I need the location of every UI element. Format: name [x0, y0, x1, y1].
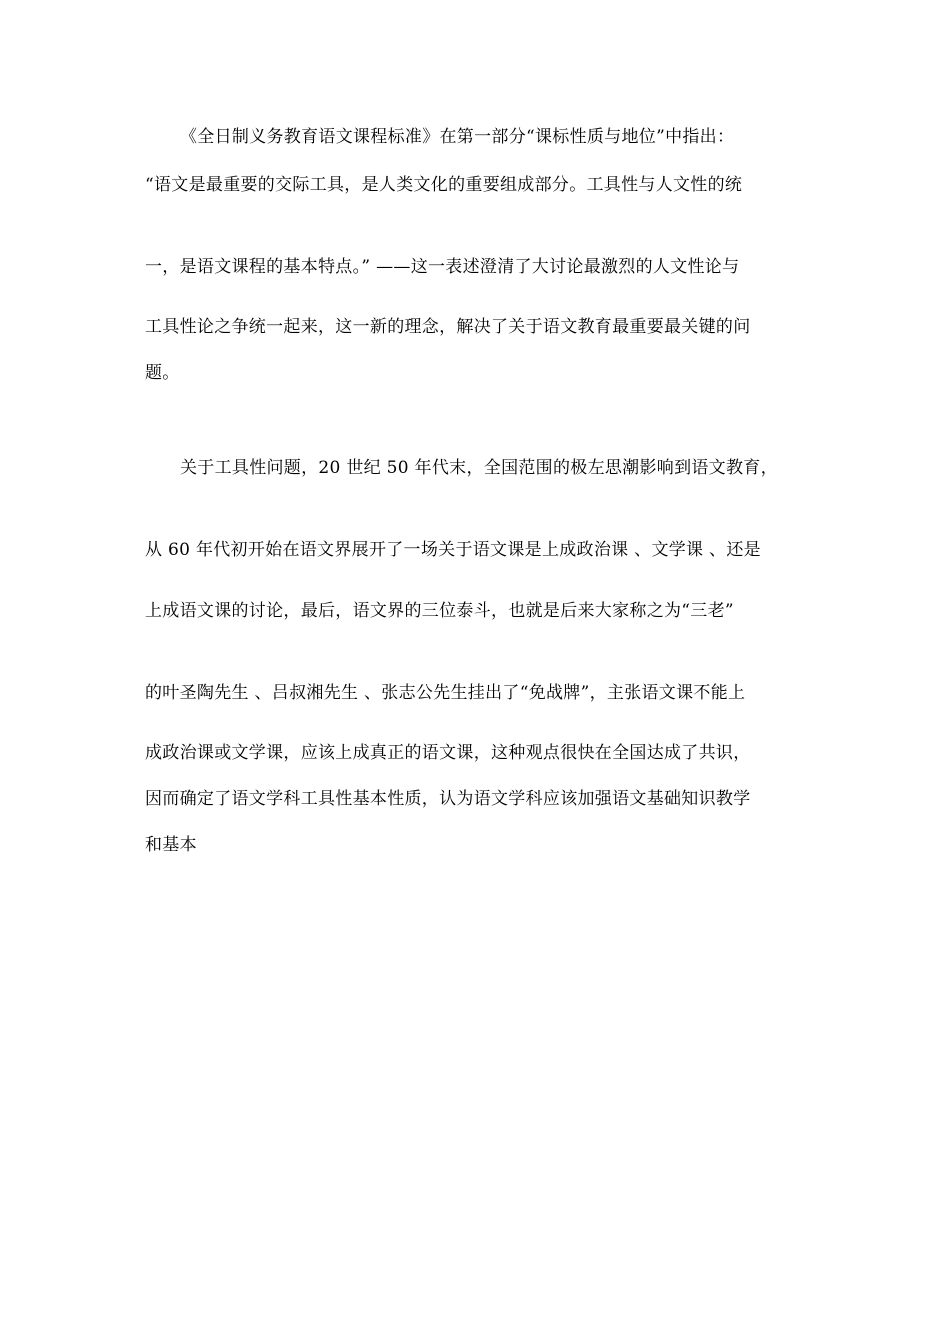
paragraph-1-line-2: “语文是最重要的交际工具，是人类文化的重要组成部分。工具性与人文性的统 [145, 175, 743, 195]
paragraph-1-line-1: 《全日制义务教育语文课程标准》在第一部分“课标性质与地位”中指出： [180, 127, 735, 147]
paragraph-2-line-3: 上成语文课的讨论，最后，语文界的三位泰斗，也就是后来大家称之为“三老” [145, 601, 734, 621]
paragraph-1-line-4: 工具性论之争统一起来，这一新的理念，解决了关于语文教育最重要最关键的问 [145, 317, 751, 337]
paragraph-2-line-5: 成政治课或文学课，应该上成真正的语文课，这种观点很快在全国达成了共识， [145, 743, 751, 763]
paragraph-1-line-5: 题。 [145, 363, 180, 383]
paragraph-2-line-7: 和基本 [145, 835, 197, 855]
paragraph-1-line-3: 一，是语文课程的基本特点。” ——这一表述澄清了大讨论最激烈的人文性论与 [145, 257, 740, 277]
paragraph-2-line-4: 的叶圣陶先生 、吕叔湘先生 、张志公先生挂出了“免战牌”，主张语文课不能上 [145, 683, 746, 703]
paragraph-2-line-6: 因而确定了语文学科工具性基本性质，认为语文学科应该加强语文基础知识教学 [145, 789, 751, 809]
paragraph-2-line-1: 关于工具性问题，20 世纪 50 年代末，全国范围的极左思潮影响到语文教育， [180, 458, 778, 478]
paragraph-2-line-2: 从 60 年代初开始在语文界展开了一场关于语文课是上成政治课 、文学课 、还是 [145, 540, 761, 560]
